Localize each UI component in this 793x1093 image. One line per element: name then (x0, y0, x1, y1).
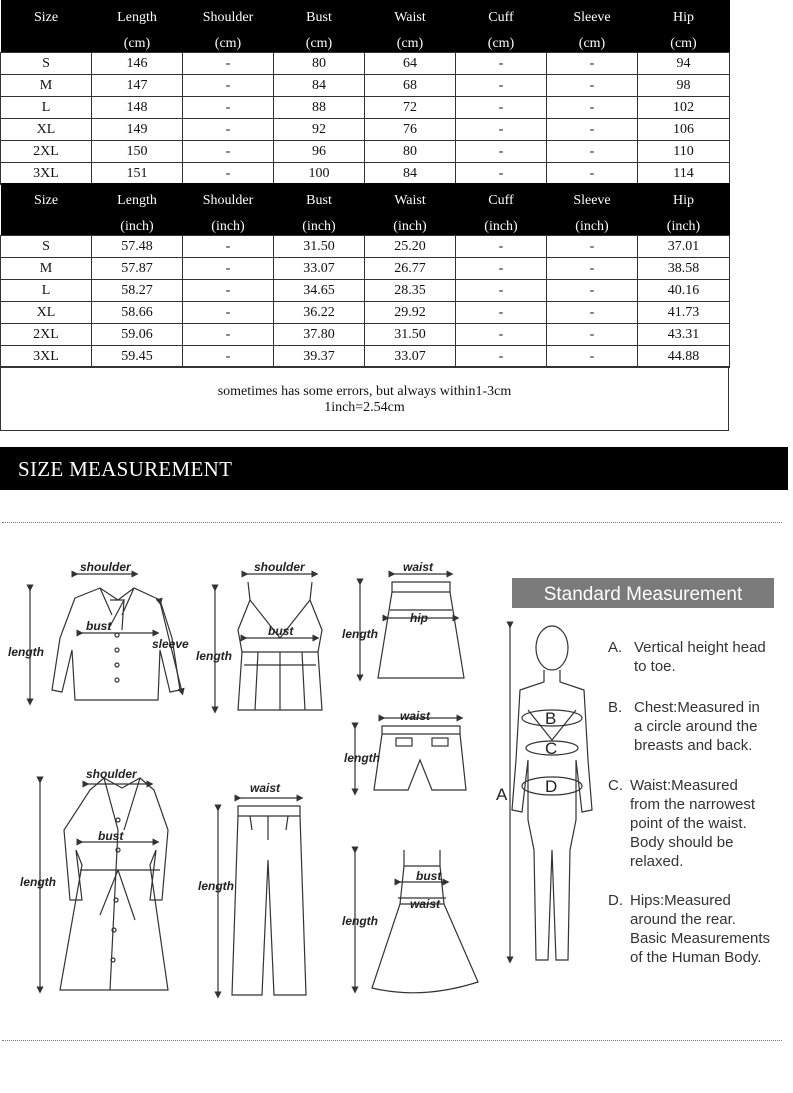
column-header-unit: (cm) (396, 36, 424, 51)
column-header (365, 0, 456, 53)
table-cell: 25.20 (365, 236, 456, 258)
standard-item-line: to toe. (634, 658, 676, 675)
table-cell: 98 (638, 75, 730, 97)
column-header-label: Hip (673, 193, 694, 208)
table-cell: - (183, 324, 274, 346)
table-cell: 29.92 (365, 302, 456, 324)
table-cell: - (183, 280, 274, 302)
table-cell: 3XL (1, 346, 92, 368)
table-cell: - (183, 236, 274, 258)
table-cell: - (456, 258, 547, 280)
waist-label: waist (410, 897, 441, 911)
column-header (274, 0, 365, 53)
table-cell: 59.06 (92, 324, 183, 346)
body-letter-b: B (545, 709, 557, 728)
body-letter-c: C (545, 739, 558, 758)
table-cell: 150 (92, 141, 183, 163)
length-label: length (20, 875, 56, 889)
table-cell: 34.65 (274, 280, 365, 302)
length-label: length (342, 627, 378, 641)
standard-item-line: a circle around the (634, 718, 758, 735)
section-title: SIZE MEASUREMENT (18, 457, 233, 481)
table-cell: 33.07 (365, 346, 456, 368)
column-header-label: Hip (673, 10, 694, 25)
standard-item-line: around the rear. (630, 911, 736, 928)
table-cell: - (183, 258, 274, 280)
column-header-label: Cuff (488, 193, 514, 208)
note-box (0, 366, 729, 431)
table-row (1, 324, 730, 346)
table-cell: 28.35 (365, 280, 456, 302)
column-header-label: Length (117, 10, 157, 25)
table-cell: - (456, 236, 547, 258)
table-cell: - (456, 324, 547, 346)
column-header-label: Bust (306, 193, 332, 208)
table-row (1, 346, 730, 368)
table-row (1, 119, 730, 141)
table-cell: - (456, 119, 547, 141)
table-cell: 80 (274, 53, 365, 75)
column-header (638, 0, 730, 53)
table-cell: 80 (365, 141, 456, 163)
table-cell: 92 (274, 119, 365, 141)
waist-label: waist (400, 709, 431, 723)
table-row (1, 53, 730, 75)
column-header-unit: (cm) (578, 36, 606, 51)
standard-item-line: relaxed. (630, 853, 684, 870)
table-cell: - (183, 53, 274, 75)
table-cell: - (456, 53, 547, 75)
size-table-cm (0, 0, 730, 185)
table-cell: 146 (92, 53, 183, 75)
hip-label: hip (410, 611, 428, 625)
table-cell: - (183, 75, 274, 97)
measurement-diagram (0, 520, 793, 1035)
column-header-unit: (inch) (302, 219, 336, 234)
table-cell: - (547, 236, 638, 258)
table-cell: 43.31 (638, 324, 730, 346)
table-cell: - (456, 280, 547, 302)
column-header (274, 183, 365, 236)
table-cell: 59.45 (92, 346, 183, 368)
table-body (1, 53, 730, 185)
table-header-row (1, 0, 730, 53)
waist-label: waist (403, 560, 434, 574)
column-header (638, 183, 730, 236)
table-cell: 40.16 (638, 280, 730, 302)
column-header-unit: (cm) (670, 36, 697, 51)
table-cell: 151 (92, 163, 183, 185)
table-cell: 41.73 (638, 302, 730, 324)
table-cell: - (183, 163, 274, 185)
table-cell: 102 (638, 97, 730, 119)
table-cell: 148 (92, 97, 183, 119)
table-cell: - (183, 141, 274, 163)
table-row (1, 75, 730, 97)
table-cell: - (547, 75, 638, 97)
table-cell: 88 (274, 97, 365, 119)
standard-item-line: from the narrowest (630, 796, 756, 813)
column-header-label: Size (33, 10, 59, 25)
table-row (1, 97, 730, 119)
column-header (183, 0, 274, 53)
column-header (456, 183, 547, 236)
table-cell: 57.87 (92, 258, 183, 280)
column-header-label: Shoulder (202, 193, 254, 208)
shorts-drawing (374, 726, 466, 790)
table-cell: 114 (638, 163, 730, 185)
table-header-row (1, 183, 730, 236)
table-cell: - (547, 258, 638, 280)
table-cell: - (183, 302, 274, 324)
standard-items (608, 639, 770, 966)
standard-item-line: Waist:Measured (630, 777, 738, 794)
measurement-illustration (0, 520, 793, 1040)
table-cell: - (547, 346, 638, 368)
table-cell: 64 (365, 53, 456, 75)
table-cell: 37.80 (274, 324, 365, 346)
length-label: length (344, 751, 380, 765)
column-header-label: Length (117, 193, 157, 208)
bust-label: bust (98, 829, 124, 843)
column-header-unit: (cm) (487, 36, 515, 51)
table-cell: S (1, 236, 92, 258)
table-cell: 31.50 (365, 324, 456, 346)
standard-item-key: C. (608, 777, 623, 794)
length-label: length (198, 879, 234, 893)
column-header-label: Sleeve (573, 193, 611, 208)
column-header (92, 183, 183, 236)
table-cell: 3XL (1, 163, 92, 185)
table-cell: 33.07 (274, 258, 365, 280)
length-label: length (342, 914, 378, 928)
waist-label: waist (250, 781, 281, 795)
table-row (1, 302, 730, 324)
standard-item-line: point of the waist. (630, 815, 747, 832)
table-cell: M (1, 75, 92, 97)
column-header (365, 183, 456, 236)
table-cell: 110 (638, 141, 730, 163)
table-cell: - (547, 163, 638, 185)
column-header (92, 0, 183, 53)
table-cell: 37.01 (638, 236, 730, 258)
camisole-drawing (238, 582, 322, 710)
standard-item-line: breasts and back. (634, 737, 753, 754)
column-header (547, 183, 638, 236)
length-label: length (8, 645, 44, 659)
standard-item-line: of the Human Body. (630, 949, 762, 966)
table-cell: 39.37 (274, 346, 365, 368)
table-cell: 149 (92, 119, 183, 141)
table-cell: 76 (365, 119, 456, 141)
table-cell: - (547, 119, 638, 141)
body-letter-d: D (545, 777, 558, 796)
table-cell: - (547, 280, 638, 302)
standard-item-line: Body should be (630, 834, 734, 851)
shoulder-label: shoulder (80, 560, 131, 574)
table-cell: S (1, 53, 92, 75)
table-cell: 31.50 (274, 236, 365, 258)
table-row (1, 163, 730, 185)
table-cell: 94 (638, 53, 730, 75)
table-cell: - (547, 53, 638, 75)
standard-item-key: D. (608, 892, 623, 909)
table-cell: - (456, 141, 547, 163)
table-cell: L (1, 280, 92, 302)
column-header (456, 0, 547, 53)
column-header (547, 0, 638, 53)
table-cell: - (456, 75, 547, 97)
table-cell: M (1, 258, 92, 280)
column-header-label: Sleeve (573, 10, 611, 25)
column-header (1, 183, 92, 236)
standard-item-line: Hips:Measured (630, 892, 731, 909)
table-row (1, 141, 730, 163)
table-cell: 106 (638, 119, 730, 141)
table-cell: 2XL (1, 141, 92, 163)
table-cell: L (1, 97, 92, 119)
bust-label: bust (86, 619, 112, 633)
column-header-label: Waist (394, 193, 426, 208)
table-cell: 57.48 (92, 236, 183, 258)
table-cell: 44.88 (638, 346, 730, 368)
standard-item-line: Vertical height head (634, 639, 766, 656)
column-header-unit: (inch) (575, 219, 609, 234)
sleeve-label: sleeve (152, 637, 189, 651)
column-header-unit: (cm) (123, 36, 151, 51)
column-header-unit: (cm) (305, 36, 333, 51)
standard-item-line: Basic Measurements (630, 930, 771, 947)
column-header-label: Shoulder (202, 10, 254, 25)
table-cell: 72 (365, 97, 456, 119)
trousers-drawing (232, 806, 306, 995)
column-header-label: Bust (306, 10, 332, 25)
table-cell: 68 (365, 75, 456, 97)
table-cell: 58.27 (92, 280, 183, 302)
column-header-label: Size (33, 193, 59, 208)
table-body (1, 236, 730, 368)
table-cell: 2XL (1, 324, 92, 346)
bust-label: bust (416, 869, 442, 883)
table-cell: 38.58 (638, 258, 730, 280)
table-cell: - (547, 97, 638, 119)
size-table-inch (0, 183, 730, 368)
column-header-unit: (inch) (484, 219, 518, 234)
table-cell: - (183, 119, 274, 141)
body-letter-a: A (496, 785, 508, 804)
divider (2, 1040, 782, 1041)
note-line-conversion: 1inch=2.54cm (324, 400, 405, 415)
table-cell: - (547, 141, 638, 163)
table-cell: 84 (365, 163, 456, 185)
table-cell: XL (1, 119, 92, 141)
coat-drawing (60, 778, 168, 990)
table-cell: - (456, 302, 547, 324)
column-header-label: Waist (394, 10, 426, 25)
shoulder-label: shoulder (254, 560, 305, 574)
table-cell: - (183, 97, 274, 119)
column-header-unit: (inch) (120, 219, 154, 234)
table-cell: 58.66 (92, 302, 183, 324)
column-header-unit: (inch) (211, 219, 245, 234)
standard-item-line: Chest:Measured in (634, 699, 760, 716)
column-header-unit: (cm) (214, 36, 242, 51)
section-banner (0, 447, 788, 490)
table-cell: - (456, 97, 547, 119)
table-cell: 84 (274, 75, 365, 97)
table-cell: - (456, 346, 547, 368)
column-header (183, 183, 274, 236)
skirt-drawing (378, 582, 464, 678)
table-cell: XL (1, 302, 92, 324)
table-cell: 147 (92, 75, 183, 97)
table-row (1, 258, 730, 280)
table-cell: 26.77 (365, 258, 456, 280)
table-row (1, 236, 730, 258)
standard-item-key: A. (608, 639, 623, 656)
table-cell: 96 (274, 141, 365, 163)
table-cell: 36.22 (274, 302, 365, 324)
length-label: length (196, 649, 232, 663)
table-cell: - (456, 163, 547, 185)
column-header (1, 0, 92, 53)
table-row (1, 280, 730, 302)
bust-label: bust (268, 624, 294, 638)
table-cell: 100 (274, 163, 365, 185)
column-header-unit: (inch) (666, 219, 701, 234)
column-header-label: Cuff (488, 10, 514, 25)
shoulder-label: shoulder (86, 767, 137, 781)
standard-item-key: B. (608, 699, 623, 716)
table-cell: - (547, 324, 638, 346)
standard-title: Standard Measurement (543, 584, 743, 605)
note-line-errors: sometimes has some errors, but always within1-3cm (217, 384, 512, 399)
column-header-unit: (inch) (393, 219, 427, 234)
table-cell: - (183, 346, 274, 368)
table-cell: - (547, 302, 638, 324)
